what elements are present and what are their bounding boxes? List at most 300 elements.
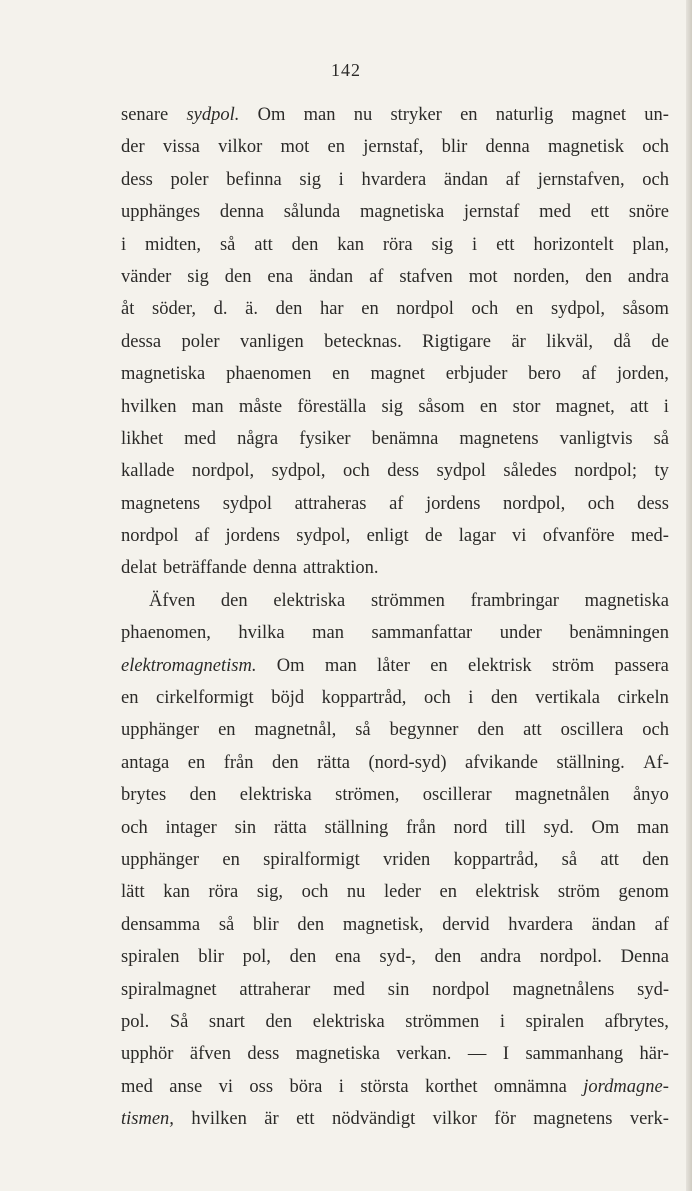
word: sig: [187, 266, 209, 287]
word: så: [219, 234, 236, 255]
word: de: [651, 331, 669, 352]
text-line: [121, 974, 669, 1006]
text-line: [121, 164, 669, 196]
text-line: [121, 488, 669, 520]
text-line: [121, 423, 669, 455]
word: ena: [335, 947, 361, 968]
word: stafven: [399, 266, 453, 287]
word: har: [319, 299, 344, 320]
word: anse: [169, 1076, 203, 1097]
word: sydpol,: [551, 299, 605, 320]
word: Denna: [620, 947, 669, 968]
word: fysiker: [299, 428, 351, 449]
word: genom: [618, 882, 669, 903]
text-line: [121, 229, 669, 261]
word: och: [121, 817, 148, 838]
word: för: [494, 1109, 516, 1130]
word: attraheras: [294, 493, 367, 514]
word: verkan.: [396, 1044, 452, 1065]
word: befinna: [226, 169, 282, 190]
word: sammanhang: [525, 1044, 624, 1065]
word: enligt: [366, 526, 409, 547]
word: pol,: [242, 947, 271, 968]
word: i: [499, 1011, 505, 1032]
word: magnetens: [533, 1109, 613, 1130]
word: syd-,: [379, 947, 416, 968]
word: attraktion.: [303, 558, 379, 579]
page-edge: [686, 0, 692, 1191]
word: lagar: [458, 526, 496, 547]
word: den: [265, 1011, 293, 1032]
word: således: [503, 461, 557, 482]
word: afvikande: [465, 752, 538, 773]
word: och: [423, 688, 451, 709]
word: sydpol,: [296, 526, 351, 547]
word: ett: [496, 234, 515, 255]
word: denna: [219, 202, 265, 223]
word: med: [184, 428, 217, 449]
word: nordpol: [432, 979, 490, 1000]
word: delat: [121, 558, 157, 579]
word: strömmen: [405, 1011, 480, 1032]
word: sydpol: [222, 493, 273, 514]
word: den: [224, 266, 252, 287]
word: blir: [198, 947, 224, 968]
word: såsom: [418, 396, 465, 417]
text-line: [121, 714, 669, 746]
word: med-: [630, 526, 669, 547]
word: man: [637, 817, 669, 838]
word: elektromagnetism.: [121, 655, 257, 676]
word: magnetnålens: [512, 979, 615, 1000]
word: spiralmagnet: [121, 979, 217, 1000]
word: af: [654, 914, 669, 935]
word: en: [515, 299, 534, 320]
word: den: [297, 914, 325, 935]
word: magnetens: [459, 428, 539, 449]
word: elektrisk: [467, 655, 532, 676]
word: nordpol.: [539, 947, 602, 968]
word: vilkor: [432, 1109, 477, 1130]
word: spiralen: [121, 947, 180, 968]
word: ändan: [443, 169, 489, 190]
word: den: [434, 947, 462, 968]
word: och: [301, 882, 329, 903]
word: magnetiska: [121, 364, 206, 385]
text-line: [121, 941, 669, 973]
word: böra: [289, 1076, 323, 1097]
word: leder: [383, 882, 421, 903]
word: elektriska: [239, 785, 312, 806]
word: pol.: [121, 1011, 150, 1032]
word: snöre: [628, 202, 669, 223]
word: en: [439, 882, 457, 903]
word: sydpol,: [271, 461, 326, 482]
word: jordens: [426, 493, 481, 514]
word: oscillera: [560, 720, 624, 741]
word: ä.: [245, 299, 258, 320]
word: nordpol,: [503, 493, 566, 514]
word: nödvändigt: [332, 1109, 416, 1130]
word: denna: [252, 558, 298, 579]
word: sålunda: [283, 202, 341, 223]
word: i: [338, 169, 344, 190]
word: den: [490, 688, 518, 709]
word: antaga: [121, 752, 170, 773]
word: vanligtvis: [559, 428, 633, 449]
word: sammanfattar: [371, 623, 473, 644]
word: syd.: [543, 817, 574, 838]
word: oss: [249, 1076, 274, 1097]
word: likväl,: [546, 331, 594, 352]
word: föreställa: [297, 396, 367, 417]
word: en: [361, 299, 379, 320]
word: och: [587, 493, 615, 514]
word: blir: [252, 914, 279, 935]
word: jernstaf,: [363, 137, 424, 158]
word: den: [275, 299, 303, 320]
text-line: [121, 876, 669, 908]
word: magnetnål,: [254, 720, 337, 741]
word: Om: [257, 105, 286, 125]
word: strömmen: [370, 590, 445, 611]
word: åt: [121, 299, 135, 320]
word: en: [430, 655, 448, 676]
word: beträffande: [162, 558, 247, 579]
word: midten,: [145, 234, 202, 255]
text-line: [121, 552, 669, 584]
word: sig: [431, 234, 454, 255]
word: andra: [627, 266, 669, 287]
word: i: [472, 234, 478, 255]
word: såsom: [622, 299, 669, 320]
word: den: [289, 947, 317, 968]
word: man: [324, 655, 357, 676]
word: elektrisk: [475, 882, 540, 903]
word: röra: [208, 882, 239, 903]
word: ofvanföre: [542, 526, 615, 547]
word: stryker: [390, 105, 442, 125]
word: senare: [121, 105, 169, 125]
word: måste: [238, 396, 283, 417]
word: ty: [654, 461, 669, 482]
word: från: [405, 817, 436, 838]
text-line: [121, 326, 669, 358]
word: röra: [382, 234, 413, 255]
word: elektriska: [312, 1011, 385, 1032]
word: med: [333, 979, 365, 1000]
word: från: [223, 752, 254, 773]
text-line: [121, 1071, 669, 1103]
word: snart: [208, 1011, 245, 1032]
word: —: [467, 1044, 487, 1065]
word: blir: [441, 137, 468, 158]
text-line: [121, 779, 669, 811]
word: här-: [639, 1044, 669, 1065]
word: af: [505, 169, 521, 190]
word: söder,: [152, 299, 196, 320]
word: så: [561, 849, 578, 870]
word: mot: [280, 137, 310, 158]
word: afbrytes,: [604, 1011, 669, 1032]
word: så: [653, 428, 669, 449]
word: Äfven: [149, 590, 196, 611]
word: den: [220, 590, 248, 611]
word: dervid: [442, 914, 490, 935]
word: en: [479, 396, 498, 417]
word: benämna: [371, 428, 439, 449]
word: ström: [552, 655, 595, 676]
word: under: [499, 623, 542, 644]
word: vriden: [383, 849, 431, 870]
word: der: [121, 137, 145, 158]
word: med: [539, 202, 571, 223]
body-text: [121, 99, 669, 1136]
word: (nord-syd): [368, 752, 447, 773]
word: i: [468, 688, 474, 709]
word: magnetnålen: [515, 785, 610, 806]
word: magnetiska: [359, 202, 445, 223]
word: ena: [267, 266, 294, 287]
word: en: [460, 105, 478, 125]
word: magnetiska: [584, 590, 669, 611]
word: till: [505, 817, 526, 838]
word: dess: [121, 169, 153, 190]
word: passera: [614, 655, 669, 676]
word: ställning.: [556, 752, 625, 773]
word: man: [312, 623, 345, 644]
word: man: [303, 105, 336, 125]
word: jorden,: [617, 364, 669, 385]
text-line: [121, 358, 669, 390]
word: andra: [479, 947, 522, 968]
word: poler: [181, 331, 220, 352]
word: nu: [353, 105, 373, 125]
text-line: [121, 99, 669, 131]
word: hvardera: [508, 914, 573, 935]
word: dess: [247, 1044, 280, 1065]
word: vanligen: [240, 331, 304, 352]
word: mot: [468, 266, 498, 287]
word: brytes: [121, 785, 167, 806]
word: nu: [346, 882, 366, 903]
word: denna: [485, 137, 530, 158]
word: begynner: [389, 720, 459, 741]
word: den: [189, 785, 217, 806]
word: d.: [213, 299, 228, 320]
word: upphänges: [121, 202, 201, 223]
word: rätta: [317, 752, 351, 773]
word: hvilken: [191, 1109, 247, 1130]
text-line: [121, 747, 669, 779]
word: sig: [381, 396, 404, 417]
word: kallade: [121, 461, 175, 482]
word: upphör: [121, 1044, 174, 1065]
word: den: [291, 234, 319, 255]
word: koppartråd,: [453, 849, 539, 870]
word: och: [471, 299, 499, 320]
word: i: [121, 234, 127, 255]
word: kan: [337, 234, 364, 255]
word: och: [642, 720, 669, 741]
word: sin: [387, 979, 410, 1000]
word: låter: [377, 655, 410, 676]
word: poler: [170, 169, 209, 190]
word: nordpol,: [191, 461, 255, 482]
word: är: [264, 1109, 279, 1130]
word: I: [502, 1044, 510, 1065]
word: är: [511, 331, 526, 352]
word: magnetisk,: [342, 914, 424, 935]
word: Af-: [643, 752, 669, 773]
word: i: [338, 1076, 344, 1097]
word: phaenomen,: [121, 623, 211, 644]
word: omnämna: [493, 1076, 567, 1097]
word: några: [237, 428, 279, 449]
word: Rigtigare: [422, 331, 492, 352]
word: sig,: [256, 882, 284, 903]
word: attraherar: [239, 979, 311, 1000]
word: kan: [163, 882, 190, 903]
word: upphänger: [121, 720, 200, 741]
word: att: [600, 849, 619, 870]
word: af: [369, 266, 384, 287]
word: den: [585, 266, 612, 287]
word: cirkeln: [617, 688, 669, 709]
word: ställning: [324, 817, 389, 838]
word: elektriska: [273, 590, 346, 611]
text-line: [121, 455, 669, 487]
word: så: [218, 914, 235, 935]
word: stor: [512, 396, 541, 417]
text-line: [121, 196, 669, 228]
word: af: [194, 526, 210, 547]
word: magnet,: [555, 396, 615, 417]
word: hvilken: [121, 396, 177, 417]
word: ström: [557, 882, 600, 903]
word: att: [630, 396, 649, 417]
word: magnetiska: [295, 1044, 381, 1065]
word: cirkelformigt: [156, 688, 254, 709]
text-line: [121, 520, 669, 552]
word: nordpol;: [574, 461, 638, 482]
word: sydpol.: [186, 105, 240, 125]
word: sin: [234, 817, 257, 838]
word: vi: [218, 1076, 233, 1097]
text-line: [121, 391, 669, 423]
text-line: [121, 261, 669, 293]
word: korthet: [425, 1076, 478, 1097]
word: magnet: [370, 364, 425, 385]
word: phaenomen: [226, 364, 312, 385]
text-line: [121, 650, 669, 682]
word: de: [425, 526, 443, 547]
word: ändan: [591, 914, 636, 935]
word: att: [523, 720, 542, 741]
word: en: [327, 137, 346, 158]
word: en: [121, 688, 139, 709]
word: koppartråd,: [321, 688, 407, 709]
text-line: [121, 293, 669, 325]
word: den: [477, 720, 505, 741]
word: vertikala: [535, 688, 600, 709]
word: och: [642, 137, 669, 158]
word: hvardera: [361, 169, 427, 190]
word: den: [642, 849, 669, 870]
word: och: [343, 461, 370, 482]
word: dess: [387, 461, 420, 482]
word: dessa: [121, 331, 162, 352]
word: vi: [512, 526, 527, 547]
word: strömen,: [335, 785, 400, 806]
word: hvilka: [238, 623, 285, 644]
word: ett: [296, 1109, 315, 1130]
word: intager: [165, 817, 217, 838]
text-line: [121, 131, 669, 163]
word: ändan: [308, 266, 354, 287]
word: då: [613, 331, 631, 352]
word: med: [121, 1076, 153, 1097]
text-line: [121, 682, 669, 714]
word: naturlig: [495, 105, 554, 125]
word: man: [191, 396, 224, 417]
word: bero: [528, 364, 562, 385]
word: upphänger: [121, 849, 200, 870]
text-line: [121, 585, 669, 617]
word: rätta: [273, 817, 307, 838]
word: jernstafven,: [537, 169, 625, 190]
word: jordmagne-: [583, 1076, 669, 1097]
word: likhet: [121, 428, 164, 449]
page-number: 142: [331, 60, 361, 80]
word: vissa: [162, 137, 200, 158]
word: Om: [276, 655, 305, 676]
word: norden,: [513, 266, 570, 287]
text-line: [121, 1038, 669, 1070]
word: böjd: [271, 688, 305, 709]
word: erbjuder: [445, 364, 508, 385]
word: tismen,: [121, 1109, 174, 1130]
word: jordens: [225, 526, 280, 547]
word: magnetens: [121, 493, 201, 514]
word: betecknas.: [324, 331, 402, 352]
word: så: [355, 720, 371, 741]
text-line: [121, 909, 669, 941]
word: horizontelt: [533, 234, 614, 255]
word: äfven: [189, 1044, 231, 1065]
word: plan,: [632, 234, 669, 255]
word: dess: [637, 493, 669, 514]
word: en: [332, 364, 350, 385]
word: sig: [299, 169, 321, 190]
word: ett: [590, 202, 610, 223]
word: nord: [453, 817, 488, 838]
text-line: [121, 1006, 669, 1038]
word: af: [389, 493, 404, 514]
word: spiralformigt: [263, 849, 360, 870]
word: en: [187, 752, 206, 773]
text-line: [121, 617, 669, 649]
text-line: [121, 1103, 669, 1135]
word: jernstaf: [463, 202, 520, 223]
word: en: [222, 849, 240, 870]
word: och: [642, 169, 669, 190]
word: ånyo: [632, 785, 669, 806]
word: största: [360, 1076, 409, 1097]
word: sydpol: [436, 461, 486, 482]
word: vänder: [121, 266, 172, 287]
word: magnetisk: [547, 137, 624, 158]
